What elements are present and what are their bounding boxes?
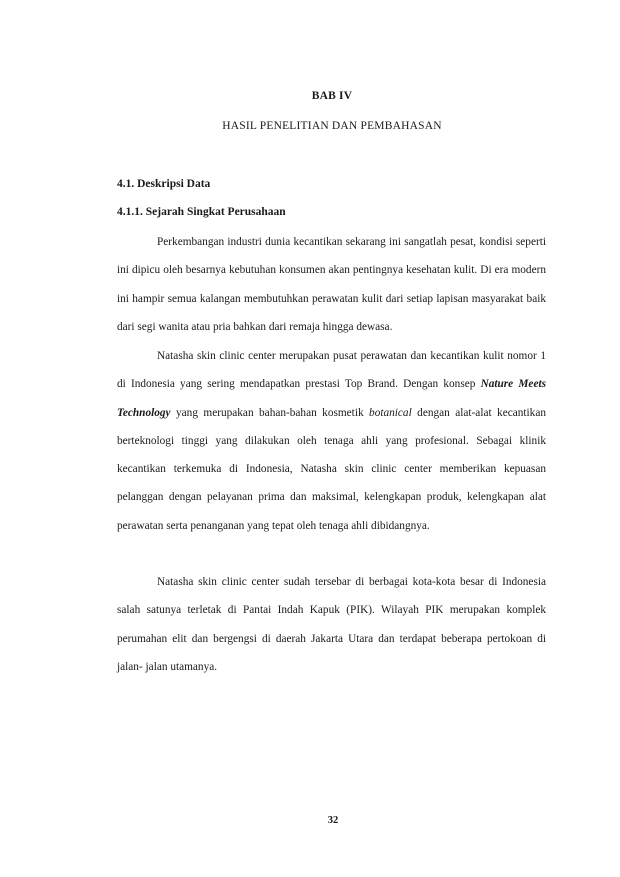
paragraph-2-middle: yang merupakan bahan-bahan kosmetik [170, 406, 370, 419]
paragraph-3 [117, 568, 546, 681]
page-number: 32 [327, 815, 339, 826]
paragraph-1-text: Perkembangan industri dunia kecantikan sekarang ini sangatlah pesat, kondisi seperti ini dipicu oleh besarnya kebutuhan konsumen akan pentingnya kesehatan kulit. Di era modern ini hampir semua kalangan membutuhkan perawatan kulit dari setiap lapisan masyarakat baik dari segi wanita atau pria bahkan dari remaja hingga dewasa. [117, 236, 546, 333]
paragraph-2-text [117, 342, 546, 540]
paragraph-3-text: Natasha skin clinic center sudah tersebar di berbagai kota-kota besar di Indonesia salah satunya terletak di Pantai Indah Kapuk (PIK). Wilayah PIK merupakan komplek perumahan elit dan bergengsi di daerah Jakarta Utara dan terdapat beberapa pertokoan di jalan- jalan utamanya. [117, 576, 546, 673]
concept-term: Nature Meets Technology [117, 378, 546, 419]
paragraph-2-end: dengan alat-alat kecantikan berteknologi tinggi yang dilakukan oleh tenaga ahli yang profesional. Sebagai klinik kecantikan terkemuka di Indonesia, Natasha skin clinic center memberikan kepuasan pelanggan dengan pelayanan prima dan maksimal, kelengkapan produk, kelengkapan alat perawatan serta penanganan yang tepat oleh tenaga ahli dibidangnya. [117, 406, 546, 532]
subsection-heading: 4.1.1. Sejarah Singkat Perusahaan [117, 206, 286, 218]
paragraph-2 [117, 342, 546, 540]
section-heading: 4.1. Deskripsi Data [117, 178, 211, 190]
paragraph-2-start: Natasha skin clinic center merupakan pusat perawatan dan kecantikan kulit nomor 1 di Indonesia yang sering mendapatkan prestasi Top Brand. Dengan konsep [117, 350, 546, 391]
chapter-title: HASIL PENELITIAN DAN PEMBAHASAN [222, 120, 442, 132]
chapter-number: BAB IV [311, 90, 353, 102]
paragraph-1 [117, 228, 546, 341]
botanical-term: botanical [369, 406, 412, 419]
